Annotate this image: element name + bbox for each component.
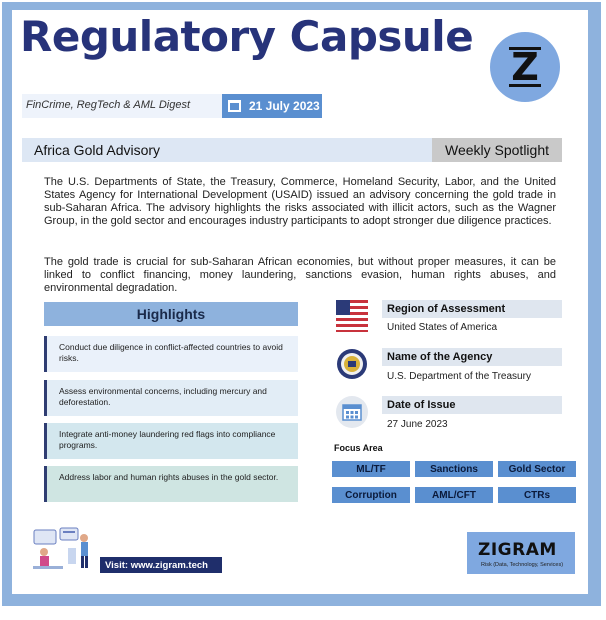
zigram-brand-name: ZIGRAM [478, 540, 557, 560]
issue-value: 27 June 2023 [387, 419, 448, 430]
highlight-item: Address labor and human rights abuses in the gold sector. [44, 466, 298, 502]
page-title: Regulatory Capsule [20, 12, 474, 61]
paragraph-1: The U.S. Departments of State, the Treasury, Commerce, Homeland Security, Labor, and the United States Agency for International Development (USAID) issued an advisory concerning the gold trade in sub-Saharan Africa. The advisory highlights the risks associated with illicit actors, such as the Wagner Group, in the gold sector and encourages industry participants to adopt stronger due diligence practices. [44, 176, 556, 227]
digest-label: FinCrime, RegTech & AML Digest [26, 99, 191, 111]
focus-area-title: Focus Area [334, 443, 383, 453]
calendar-icon [228, 100, 241, 112]
weekly-spotlight-badge: Weekly Spotlight [432, 138, 562, 162]
zigram-tagline: Risk (Data, Technology, Services) [481, 562, 564, 568]
date-badge [222, 94, 322, 118]
zigram-logo-icon [490, 32, 560, 102]
focus-tag: Gold Sector [498, 461, 576, 477]
highlight-item: Integrate anti-money laundering red flags into compliance programs. [44, 423, 298, 459]
highlights-header: Highlights [44, 302, 298, 326]
logo-letter: Z [511, 45, 539, 89]
highlight-item: Assess environmental concerns, including mercury and deforestation. [44, 380, 298, 416]
team-illustration [30, 526, 100, 574]
date-text: 21 July 2023 [249, 99, 320, 113]
agency-value: U.S. Department of the Treasury [387, 371, 531, 382]
focus-tag: ML/TF [332, 461, 410, 477]
focus-tag: CTRs [498, 487, 576, 503]
region-value: United States of America [387, 322, 498, 333]
visit-link[interactable]: Visit: www.zigram.tech [100, 557, 222, 573]
calendar-icon [336, 396, 368, 428]
treasury-seal-icon [336, 348, 368, 380]
paragraph-2: The gold trade is crucial for sub-Saharan African economies, but without proper measures, it can be linked to conflict financing, money laundering, sanctions evasion, human rights abuses, and environmental degradation. [44, 256, 556, 294]
focus-tag: Sanctions [415, 461, 493, 477]
us-flag-icon [336, 300, 368, 332]
highlight-item: Conduct due diligence in conflict-affected countries to avoid risks. [44, 336, 298, 372]
focus-tag: Corruption [332, 487, 410, 503]
focus-tag: AML/CFT [415, 487, 493, 503]
issue-label: Date of Issue [387, 399, 456, 411]
agency-label: Name of the Agency [387, 351, 493, 363]
section-title: Africa Gold Advisory [34, 142, 161, 158]
region-label: Region of Assessment [387, 303, 506, 315]
